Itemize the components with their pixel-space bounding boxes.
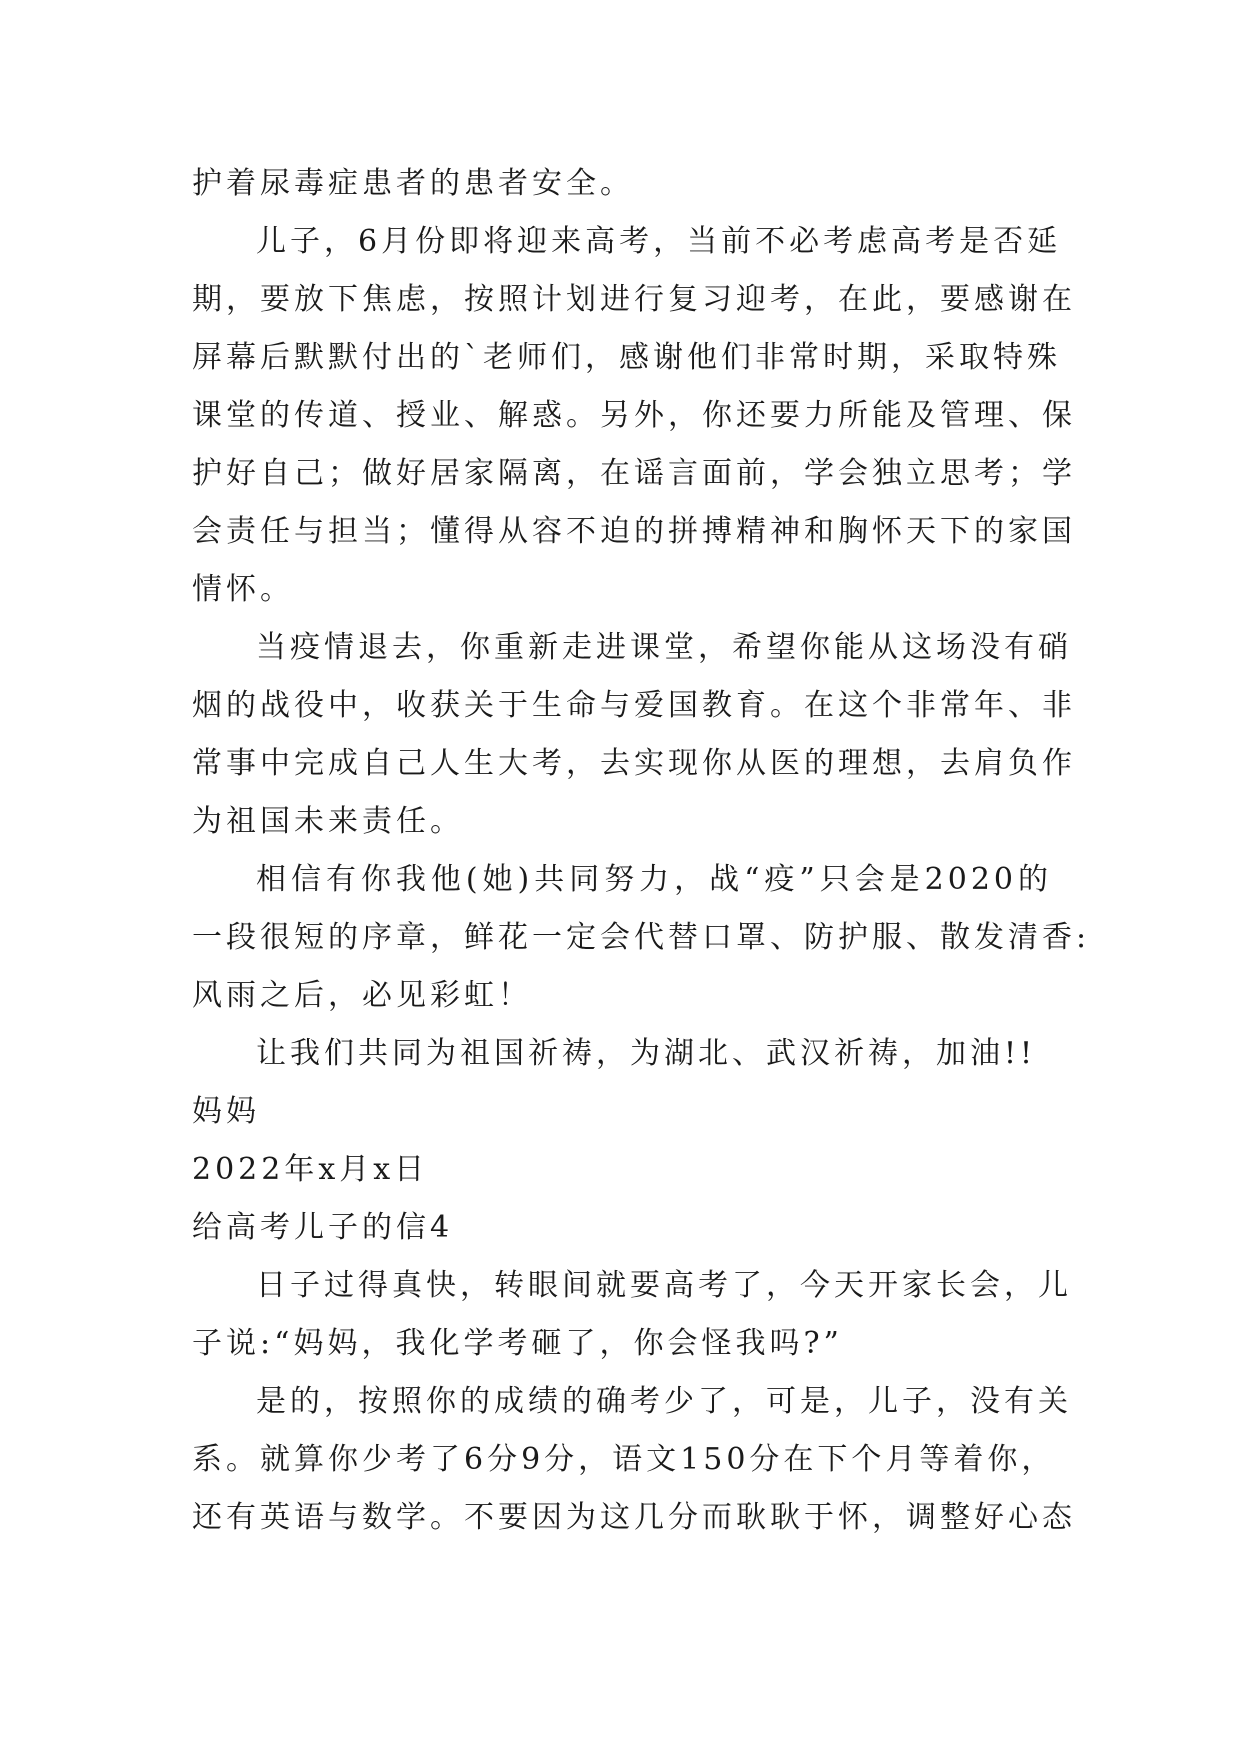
- text-line: 当疫情退去，你重新走进课堂，希望你能从这场没有硝: [256, 630, 1072, 665]
- signature-name: 妈妈: [192, 1094, 260, 1129]
- signature-date: 2022年x月x日: [192, 1152, 429, 1187]
- text-line: 相信有你我他(她)共同努力，战“疫”只会是2020的: [256, 862, 1052, 897]
- section-title: 给高考儿子的信4: [192, 1210, 454, 1245]
- text-line: 儿子，6月份即将迎来高考，当前不必考虑高考是否延: [256, 224, 1062, 259]
- text-line: 是的，按照你的成绩的确考少了，可是，儿子，没有关: [256, 1384, 1072, 1419]
- text-line: 烟的战役中，收获关于生命与爱国教育。在这个非常年、非: [192, 688, 1076, 723]
- text-line: 情怀。: [192, 572, 294, 607]
- text-line: 课堂的传道、授业、解惑。另外，你还要力所能及管理、保: [192, 398, 1076, 433]
- text-line: 屏幕后默默付出的`老师们，感谢他们非常时期，采取特殊: [192, 340, 1061, 375]
- text-line: 为祖国未来责任。: [192, 804, 464, 839]
- text-line: 系。就算你少考了6分9分，语文150分在下个月等着你，: [192, 1442, 1056, 1477]
- text-line: 一段很短的序章，鲜花一定会代替口罩、防护服、散发清香:: [192, 920, 1091, 955]
- text-line: 会责任与担当；懂得从容不迫的拼搏精神和胸怀天下的家国: [192, 514, 1076, 549]
- text-line: 子说:“妈妈，我化学考砸了，你会怪我吗?”: [192, 1326, 843, 1361]
- document-body: [192, 155, 1091, 1547]
- text-line: 风雨之后，必见彩虹！: [192, 978, 532, 1013]
- text-line: 日子过得真快，转眼间就要高考了，今天开家长会，儿: [256, 1268, 1072, 1303]
- text-line: 护着尿毒症患者的患者安全。: [192, 166, 634, 201]
- text-line: 让我们共同为祖国祈祷，为湖北、武汉祈祷，加油!!: [256, 1036, 1037, 1071]
- text-line: 还有英语与数学。不要因为这几分而耿耿于怀，调整好心态: [192, 1500, 1076, 1535]
- text-line: 常事中完成自己人生大考，去实现你从医的理想，去肩负作: [192, 746, 1076, 781]
- text-line: 护好自己；做好居家隔离，在谣言面前，学会独立思考；学: [192, 456, 1076, 491]
- text-line: 期，要放下焦虑，按照计划进行复习迎考，在此，要感谢在: [192, 282, 1076, 317]
